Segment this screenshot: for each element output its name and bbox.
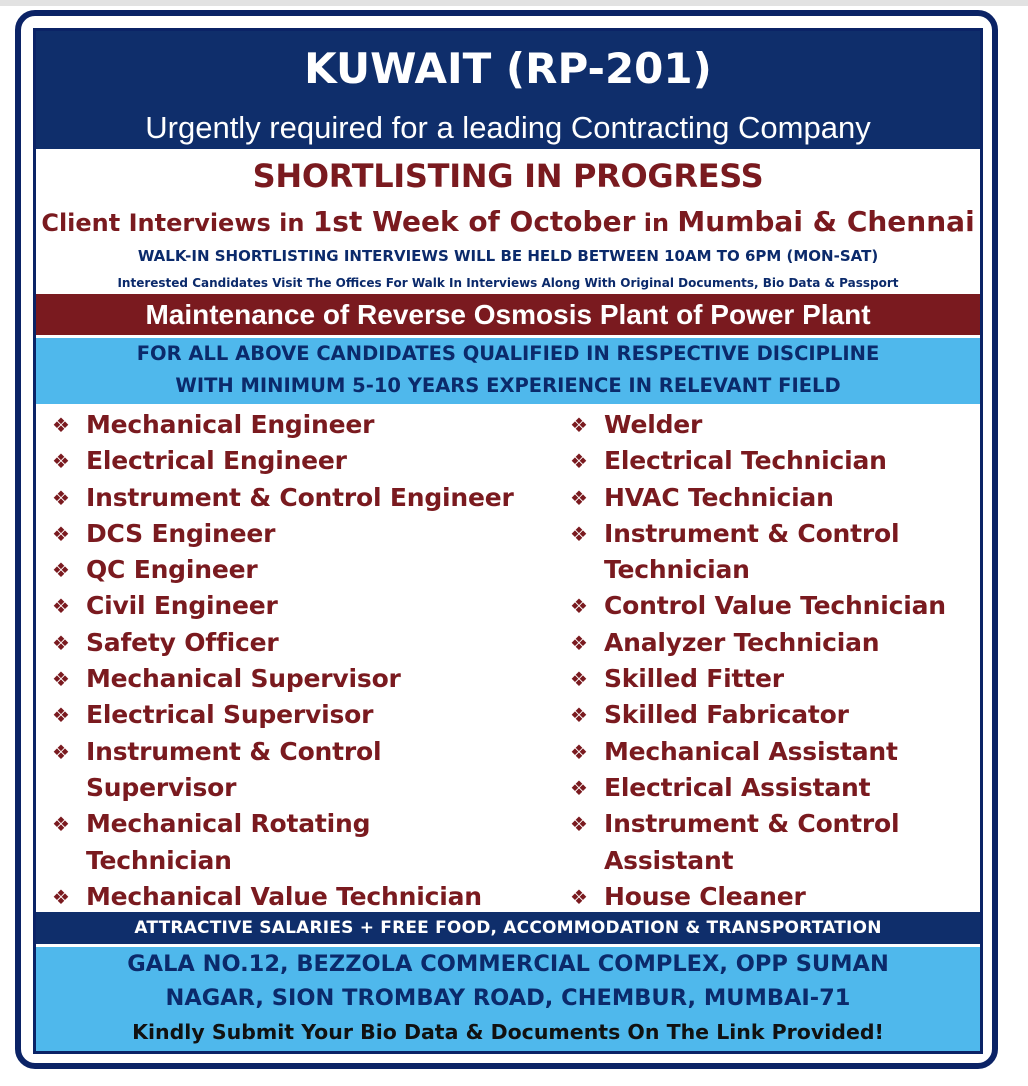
job-title: Technician [604,555,750,585]
job-title: Technician [86,845,232,875]
job-item [568,516,980,552]
diamond-bullet-icon: ❖ [52,703,70,728]
job-item [50,588,555,624]
diamond-bullet-icon: ❖ [570,594,588,619]
job-title: Control Value Technician [604,591,946,621]
job-title: Instrument & Control Engineer [86,482,514,512]
job-title: Skilled Fabricator [604,700,849,730]
job-title: Assistant [604,845,734,875]
qualification-banner [36,338,980,404]
job-title: Electrical Engineer [86,446,347,476]
job-item [568,879,980,915]
job-title: Instrument & Control [86,736,382,766]
job-item [568,552,980,588]
job-title: Mechanical Rotating [86,809,371,839]
diamond-bullet-icon: ❖ [52,558,70,583]
job-title: Mechanical Engineer [86,410,375,439]
interview-cities: Mumbai & Chennai [677,205,975,238]
diamond-bullet-icon: ❖ [570,630,588,655]
job-item [568,443,980,479]
job-title: Instrument & Control [604,518,900,548]
visit-note: Interested Candidates Visit The Offices For Walk In Interviews Along With Original Documents, Bio Data & Passport [117,276,899,290]
diamond-bullet-icon: ❖ [570,812,588,837]
job-item [50,516,555,552]
address-banner [36,947,980,1054]
diamond-bullet-icon: ❖ [52,485,70,510]
job-title: QC Engineer [86,555,258,585]
job-item [568,407,980,443]
job-item [568,843,980,879]
header-banner [36,31,980,149]
job-title: Civil Engineer [86,591,278,621]
project-banner: Maintenance of Reverse Osmosis Plant of Power Plant [36,294,980,335]
diamond-bullet-icon: ❖ [52,630,70,655]
job-title: Supervisor [86,772,237,802]
job-list-right [568,407,980,915]
diamond-bullet-icon: ❖ [570,521,588,546]
job-item [50,770,555,806]
benefits-banner: ATTRACTIVE SALARIES + FREE FOOD, ACCOMMODATION & TRANSPORTATION [36,912,980,944]
job-item [50,480,555,516]
job-item [50,806,555,842]
diamond-bullet-icon: ❖ [52,413,70,437]
address-line-1: GALA NO.12, BEZZOLA COMMERCIAL COMPLEX, OPP SUMAN [127,951,889,977]
job-title: Safety Officer [86,627,279,657]
diamond-bullet-icon: ❖ [570,775,588,800]
job-title: Mechanical Value Technician [86,881,482,911]
interview-info [36,203,980,242]
job-item [568,697,980,733]
job-item [568,588,980,624]
top-edge [0,0,1028,6]
job-item [50,661,555,697]
job-item [50,552,555,588]
diamond-bullet-icon: ❖ [52,884,70,909]
diamond-bullet-icon: ❖ [570,739,588,764]
diamond-bullet-icon: ❖ [570,449,588,474]
diamond-bullet-icon: ❖ [570,667,588,692]
diamond-bullet-icon: ❖ [570,884,588,909]
job-item [568,661,980,697]
interview-text-2: in [635,209,678,237]
diamond-bullet-icon: ❖ [570,703,588,728]
diamond-bullet-icon: ❖ [52,812,70,837]
interview-text-1: Client Interviews in [41,209,313,237]
submit-note: Kindly Submit Your Bio Data & Documents On The Link Provided! [132,1020,884,1044]
job-item [50,879,555,915]
diamond-bullet-icon: ❖ [52,739,70,764]
job-item [568,734,980,770]
diamond-bullet-icon: ❖ [52,449,70,474]
job-item [568,625,980,661]
diamond-bullet-icon: ❖ [52,667,70,692]
job-item [50,734,555,770]
job-title: Skilled Fitter [604,664,784,694]
interview-date: 1st Week of October [312,205,636,238]
qualification-line-2: WITH MINIMUM 5-10 YEARS EXPERIENCE IN RELEVANT FIELD [175,374,841,397]
job-title: HVAC Technician [604,482,834,512]
job-item [50,625,555,661]
poster [33,28,983,1054]
diamond-bullet-icon: ❖ [570,413,588,437]
diamond-bullet-icon: ❖ [52,594,70,619]
job-item [50,407,555,443]
address-line-2: NAGAR, SION TROMBAY ROAD, CHEMBUR, MUMBAI-71 [165,985,851,1011]
job-title: Electrical Supervisor [86,700,374,730]
page-subtitle: Urgently required for a leading Contracting Company [145,110,871,145]
job-title: Mechanical Supervisor [86,664,401,694]
job-item [50,697,555,733]
job-item [50,843,555,879]
diamond-bullet-icon: ❖ [570,485,588,510]
job-title: Mechanical Assistant [604,736,898,766]
job-item [50,443,555,479]
diamond-bullet-icon: ❖ [52,521,70,546]
job-item [568,770,980,806]
qualification-line-1: FOR ALL ABOVE CANDIDATES QUALIFIED IN RESPECTIVE DISCIPLINE [136,342,880,365]
walkin-schedule: WALK-IN SHORTLISTING INTERVIEWS WILL BE HELD BETWEEN 10AM TO 6PM (MON-SAT) [137,247,879,265]
job-title: Electrical Assistant [604,772,871,802]
job-item [568,806,980,842]
job-list-left [50,407,555,915]
status-heading: SHORTLISTING IN PROGRESS [252,157,764,195]
job-title: Electrical Technician [604,446,887,476]
job-title: DCS Engineer [86,518,276,548]
job-title: House Cleaner [604,881,806,911]
job-title: Welder [604,410,703,439]
job-title: Analyzer Technician [604,627,880,657]
job-title: Instrument & Control [604,809,900,839]
page-title: KUWAIT (RP-201) [304,44,712,93]
job-item [568,480,980,516]
